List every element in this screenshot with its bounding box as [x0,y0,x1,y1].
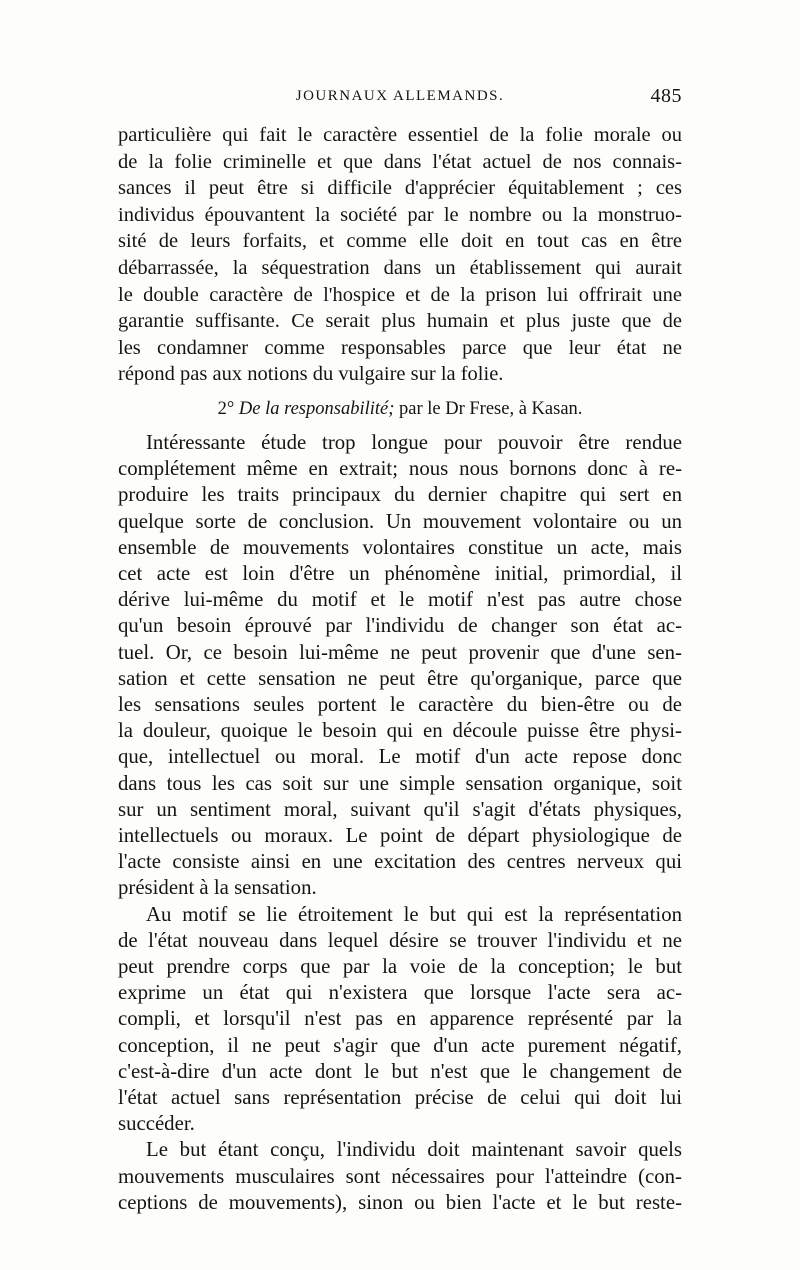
text-line: dans tous les cas soit sur une simple sensation organique, soit [118,771,682,795]
text-line: Intéressante étude trop longue pour pouvoir être rendue [146,430,682,454]
text-line: garantie suffisante. Ce serait plus humain et plus juste que de [118,310,682,333]
paragraph-continued [118,122,682,388]
text-line: la douleur, quoique le besoin qui en découle puisse être physi- [118,719,682,743]
text-line: sité de leurs forfaits, et comme elle doit en tout cas en être [118,230,682,253]
body-text [118,122,682,1216]
running-head [118,85,682,112]
section-title: De la responsabilité; [238,398,395,419]
text-line: sation et cette sensation ne peut être qu'organique, parce que [118,666,682,690]
text-line: que, intellectuel ou moral. Le motif d'un acte repose donc [118,745,682,769]
text-line: l'acte consiste ainsi en une excitation des centres nerveux qui [118,850,682,874]
running-title: JOURNAUX ALLEMANDS. [295,88,505,104]
text-line: sances il peut être si difficile d'apprécier équitablement ; ces [118,177,682,200]
text-line: président à la sensation. [118,876,317,900]
text-line: répond pas aux notions du vulgaire sur la folie. [118,363,504,386]
text-line: de l'état nouveau dans lequel désire se trouver l'individu et ne [118,928,682,952]
paragraph [118,902,682,1138]
text-line: cet acte est loin d'être un phénomène initial, primordial, il [118,561,682,585]
text-line: les sensations seules portent le caractère du bien-être ou de [118,692,682,716]
paragraph [118,1137,682,1216]
text-line: dérive lui-même du motif et le motif n'est pas autre chose [118,588,682,612]
text-line: mouvements musculaires sont nécessaires pour l'atteindre (con- [118,1164,682,1188]
page-number: 485 [650,85,682,107]
text-line: les condamner comme responsables parce que leur état ne [118,336,682,359]
text-line: Au motif se lie étroitement le but qui est la représentation [146,902,682,926]
text-line: ensemble de mouvements volontaires constitue un acte, mais [118,535,682,559]
text-line: l'état actuel sans représentation précise de celui qui doit lui [118,1086,682,1110]
text-line: peut prendre corps que par la voie de la conception; le but [118,955,682,978]
text-line: qu'un besoin éprouvé par l'individu de changer son état ac- [118,614,682,638]
text-line: produire les traits principaux du dernier chapitre qui sert en [118,483,682,507]
text-line: tuel. Or, ce besoin lui-même ne peut provenir que d'une sen- [118,640,682,664]
text-line: ceptions de mouvements), sinon ou bien l'acte et le but reste- [118,1190,682,1214]
text-line: succéder. [118,1112,195,1136]
text-line: compli, et lorsqu'il n'est pas en apparence représenté par la [118,1007,682,1031]
text-line: Le but étant conçu, l'individu doit maintenant savoir quels [146,1138,682,1162]
section-byline: par le Dr Frese, à Kasan. [399,398,583,419]
text-line: complétement même en extrait; nous nous bornons donc à re- [118,457,682,481]
text-line: le double caractère de l'hospice et de la prison lui offrirait une [118,283,682,306]
text-line: conception, il ne peut s'agir que d'un acte purement négatif, [118,1033,682,1057]
text-line: particulière qui fait le caractère essentiel de la folie morale ou [118,124,682,146]
text-line: sur un sentiment moral, suivant qu'il s'agit d'états physiques, [118,797,682,821]
section-number: 2° [217,398,235,419]
text-line: débarrassée, la séquestration dans un établissement qui aurait [118,256,682,279]
text-line: c'est-à-dire d'un acte dont le but n'est que le changement de [118,1059,682,1083]
text-line: quelque sorte de conclusion. Un mouvement volontaire ou un [118,509,682,533]
section-heading [118,396,682,422]
text-line: intellectuels ou moraux. Le point de départ physiologique de [118,823,682,847]
text-line: de la folie criminelle et que dans l'état actuel de nos connais- [118,150,682,173]
text-line: exprime un état qui n'existera que lorsque l'acte sera ac- [118,981,682,1005]
text-line: individus épouvantent la société par le nombre ou la monstruo- [118,203,682,226]
paragraph [118,430,682,902]
